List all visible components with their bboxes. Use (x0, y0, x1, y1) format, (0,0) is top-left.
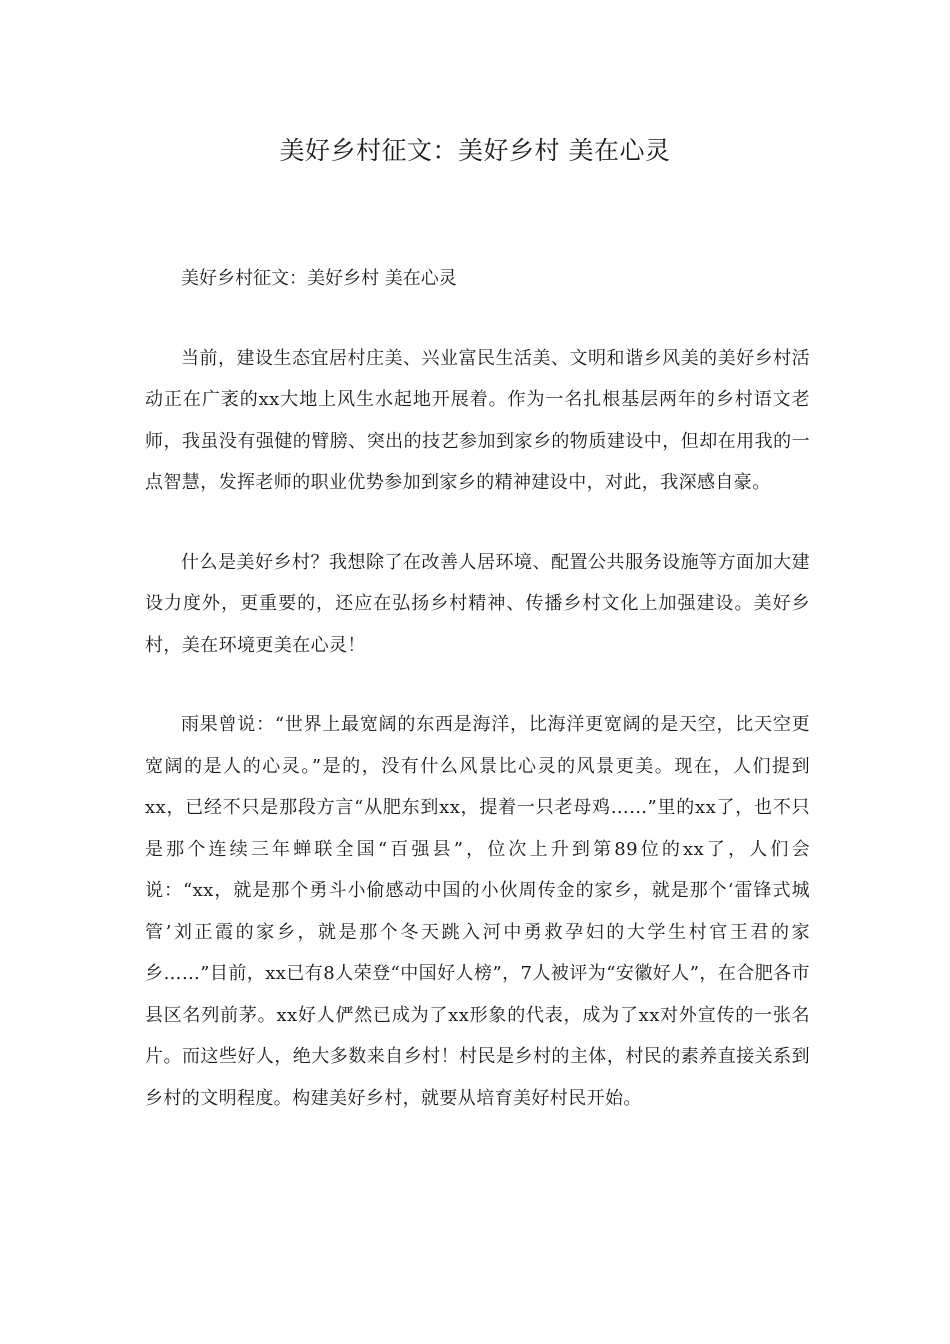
paragraph-1: 当前，建设生态宜居村庄美、兴业富民生活美、文明和谐乡风美的美好乡村活动正在广袤的xx大地上风生水起地开展着。作为一名扎根基层两年的乡村语文老师，我虽没有强健的臂膀、突出的技艺参加到家乡的物质建设中，但却在用我的一点智慧，发挥老师的职业优势参加到家乡的精神建设中，对此，我深感自豪。 (145, 347, 810, 493)
paragraph-2: 什么是美好乡村？我想除了在改善人居环境、配置公共服务设施等方面加大建设力度外，更重要的，还应在弘扬乡村精神、传播乡村文化上加强建设。美好乡村，美在环境更美在心灵！ (145, 551, 810, 656)
document-body (145, 258, 810, 1119)
paragraph-3: 雨果曾说：“世界上最宽阔的东西是海洋，比海洋更宽阔的是天空，比天空更宽阔的是人的心灵。”是的，没有什么风景比心灵的风景更美。现在，人们提到xx，已经不只是那段方言“从肥东到xx，提着一只老母鸡……”里的xx了，也不只是那个连续三年蝉联全国“百强县”，位次上升到第89位的xx了，人们会说：“xx，就是那个勇斗小偷感动中国的小伙周传金的家乡，就是那个‘雷锋式城管’刘正霞的家乡，就是那个冬天跳入河中勇救孕妇的大学生村官王君的家乡……”目前，xx已有8人荣登“中国好人榜”，7人被评为“安徽好人”，在合肥各市县区名列前茅。xx好人俨然已成为了xx形象的代表，成为了xx对外宣传的一张名片。而这些好人，绝大多数来自乡村！村民是乡村的主体，村民的素养直接关系到乡村的文明程度。构建美好乡村，就要从培育美好村民开始。 (145, 714, 810, 1109)
body-subtitle: 美好乡村征文：美好乡村 美在心灵 (181, 268, 457, 289)
document-title: 美好乡村征文：美好乡村 美在心灵 (279, 136, 671, 165)
